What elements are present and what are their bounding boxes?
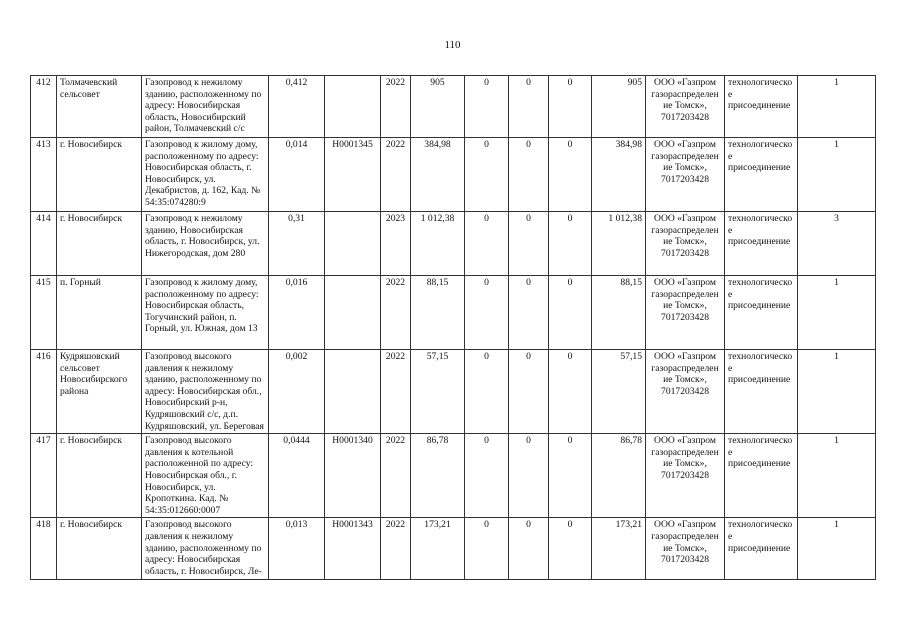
cell-quantity: 1 [798, 76, 876, 138]
cell-year: 2022 [381, 350, 411, 434]
table-row [31, 76, 876, 138]
cell-owner: ООО «Газпром газораспределение Томск», 7017203428 [646, 212, 725, 276]
cell-owner: ООО «Газпром газораспределение Томск», 7017203428 [646, 138, 725, 212]
cell-inventory-number: Н0001345 [325, 138, 381, 212]
cell-value-2: 0 [509, 350, 549, 434]
cell-total-cost: 86,78 [411, 434, 465, 518]
cell-value-1: 0 [465, 276, 509, 350]
cell-year: 2022 [381, 76, 411, 138]
cell-quantity: 1 [798, 434, 876, 518]
cell-value-3: 0 [549, 76, 592, 138]
cell-value-1: 0 [465, 434, 509, 518]
cell-inventory-number [325, 76, 381, 138]
cell-length: 0,31 [269, 212, 325, 276]
cell-object-description: Газопровод к жилому дому, расположенному по адресу: Новосибирская область, Тогучинский район, п. Горный, ул. Южная, дом 13 [142, 276, 269, 350]
cell-value-2: 0 [509, 76, 549, 138]
cell-object-description: Газопровод к нежилому зданию, расположенному по адресу: Новосибирская область, Новосибирский район, Толмачевский с/с [142, 76, 269, 138]
cell-length: 0,0444 [269, 434, 325, 518]
cell-inventory-number: Н0001343 [325, 518, 381, 580]
cell-quantity: 1 [798, 350, 876, 434]
cell-locality: г. Новосибирск [57, 138, 142, 212]
cell-purpose: технологическое присоединение [725, 212, 798, 276]
cell-locality: Толмачевский сельсовет [57, 76, 142, 138]
cell-year: 2022 [381, 434, 411, 518]
cell-owner: ООО «Газпром газораспределение Томск», 7017203428 [646, 276, 725, 350]
cell-number: 417 [31, 434, 57, 518]
cell-year: 2022 [381, 276, 411, 350]
cell-locality: г. Новосибирск [57, 518, 142, 580]
cell-owner: ООО «Газпром газораспределение Томск», 7017203428 [646, 350, 725, 434]
cell-inventory-number [325, 350, 381, 434]
cell-inventory-number [325, 276, 381, 350]
table-row [31, 434, 876, 518]
cell-value-3: 0 [549, 276, 592, 350]
cell-locality: г. Новосибирск [57, 434, 142, 518]
cell-total-cost: 173,21 [411, 518, 465, 580]
cell-purpose: технологическое присоединение [725, 518, 798, 580]
cell-value-2: 0 [509, 138, 549, 212]
cell-locality: п. Горный [57, 276, 142, 350]
cell-owner: ООО «Газпром газораспределение Томск», 7017203428 [646, 434, 725, 518]
table-row [31, 276, 876, 350]
cell-quantity: 3 [798, 212, 876, 276]
cell-value-1: 0 [465, 212, 509, 276]
cell-owner: ООО «Газпром газораспределение Томск», 7017203428 [646, 518, 725, 580]
cell-value-2: 0 [509, 212, 549, 276]
cell-value-3: 0 [549, 518, 592, 580]
cell-length: 0,014 [269, 138, 325, 212]
cell-value-1: 0 [465, 76, 509, 138]
cell-quantity: 1 [798, 138, 876, 212]
cell-object-description: Газопровод к нежилому зданию, Новосибирская область, г. Новосибирск, ул. Нижегородская, дом 280 [142, 212, 269, 276]
gas-pipeline-registry-table [30, 75, 876, 580]
cell-value-2: 0 [509, 518, 549, 580]
cell-sum: 86,78 [592, 434, 646, 518]
cell-sum: 173,21 [592, 518, 646, 580]
cell-sum: 905 [592, 76, 646, 138]
page-number: 110 [444, 39, 461, 51]
cell-inventory-number: Н0001340 [325, 434, 381, 518]
cell-number: 416 [31, 350, 57, 434]
cell-number: 412 [31, 76, 57, 138]
cell-number: 414 [31, 212, 57, 276]
cell-object-description: Газопровод к жилому дому, расположенному по адресу: Новосибирская область, г. Новосибирск, ул. Декабристов, д. 162, Кад. № 54:35:074280:9 [142, 138, 269, 212]
cell-purpose: технологическое присоединение [725, 76, 798, 138]
cell-value-3: 0 [549, 138, 592, 212]
table-body [31, 76, 876, 580]
cell-number: 418 [31, 518, 57, 580]
cell-owner: ООО «Газпром газораспределение Томск», 7017203428 [646, 76, 725, 138]
cell-total-cost: 1 012,38 [411, 212, 465, 276]
cell-object-description: Газопровод высокого давления к нежилому зданию, расположенному по адресу: Новосибирская обл., Новосибирский р-н, Кудряшовский с/с, д.п. Кудряшовский, ул. Береговая [142, 350, 269, 434]
cell-quantity: 1 [798, 518, 876, 580]
cell-sum: 88,15 [592, 276, 646, 350]
cell-year: 2022 [381, 518, 411, 580]
cell-total-cost: 88,15 [411, 276, 465, 350]
cell-total-cost: 57,15 [411, 350, 465, 434]
cell-year: 2023 [381, 212, 411, 276]
cell-total-cost: 905 [411, 76, 465, 138]
cell-sum: 1 012,38 [592, 212, 646, 276]
cell-purpose: технологическое присоединение [725, 434, 798, 518]
cell-object-description: Газопровод высокого давления к котельной расположенной по адресу: Новосибирская обл., г. Новосибирск, ул. Кропоткина. Кад. № 54:35:012660:0007 [142, 434, 269, 518]
cell-value-1: 0 [465, 138, 509, 212]
cell-length: 0,002 [269, 350, 325, 434]
cell-purpose: технологическое присоединение [725, 138, 798, 212]
table-row [31, 138, 876, 212]
cell-length: 0,013 [269, 518, 325, 580]
cell-locality: Кудряшовский сельсовет Новосибирского района [57, 350, 142, 434]
cell-number: 415 [31, 276, 57, 350]
cell-quantity: 1 [798, 276, 876, 350]
cell-value-2: 0 [509, 276, 549, 350]
cell-inventory-number [325, 212, 381, 276]
cell-purpose: технологическое присоединение [725, 276, 798, 350]
cell-year: 2022 [381, 138, 411, 212]
cell-length: 0,412 [269, 76, 325, 138]
cell-number: 413 [31, 138, 57, 212]
cell-value-3: 0 [549, 212, 592, 276]
cell-value-3: 0 [549, 434, 592, 518]
table-row [31, 518, 876, 580]
cell-length: 0,016 [269, 276, 325, 350]
cell-value-2: 0 [509, 434, 549, 518]
table-row [31, 212, 876, 276]
cell-locality: г. Новосибирск [57, 212, 142, 276]
cell-purpose: технологическое присоединение [725, 350, 798, 434]
cell-value-1: 0 [465, 350, 509, 434]
cell-object-description: Газопровод высокого давления к нежилому зданию, расположенному по адресу: Новосибирская область, г. Новосибирск, Ле- [142, 518, 269, 580]
cell-value-3: 0 [549, 350, 592, 434]
cell-sum: 57,15 [592, 350, 646, 434]
cell-sum: 384,98 [592, 138, 646, 212]
cell-value-1: 0 [465, 518, 509, 580]
table-row [31, 350, 876, 434]
cell-total-cost: 384,98 [411, 138, 465, 212]
